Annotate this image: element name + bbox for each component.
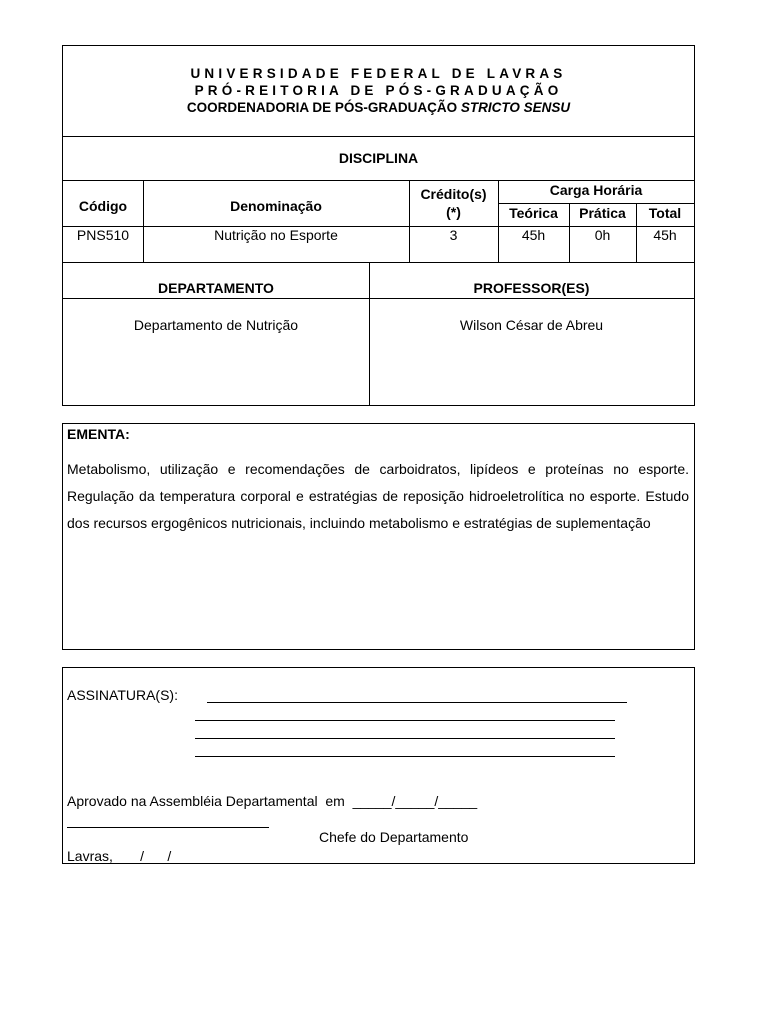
- divider: [63, 298, 694, 299]
- col-credito: Crédito(s): [420, 186, 487, 202]
- ementa-section: [62, 423, 695, 650]
- col-codigo: Código: [78, 198, 128, 214]
- signature-line: [195, 720, 615, 721]
- signature-line: [195, 756, 615, 757]
- university-name: UNIVERSIDADE FEDERAL DE LAVRAS: [190, 66, 567, 81]
- departamento-value: Departamento de Nutrição: [133, 317, 299, 333]
- ementa-label: EMENTA:: [67, 426, 130, 442]
- row-pratica: 0h: [594, 227, 611, 243]
- divider: [63, 262, 694, 263]
- coordenadoria-italic: STRICTO SENSU: [460, 100, 571, 115]
- aprovado-text: Aprovado na Assembléia Departamental em _____/_____/_____: [67, 793, 478, 809]
- row-denominacao: Nutrição no Esporte: [214, 227, 338, 243]
- row-teorica: 45h: [521, 227, 546, 243]
- header-section: [62, 45, 695, 406]
- coordenadoria-prefix: COORDENADORIA DE PÓS-GRADUAÇÃO: [186, 100, 461, 115]
- divider: [63, 136, 694, 137]
- coordenadoria: [63, 100, 694, 115]
- chefe-signature-line: [67, 827, 269, 828]
- divider: [498, 203, 694, 204]
- signature-line: [195, 738, 615, 739]
- signature-section: [62, 667, 695, 864]
- col-pratica: Prática: [579, 205, 626, 221]
- ementa-text: Metabolismo, utilização e recomendações de carboidratos, lipídeos e proteínas no esporte. Regulação da temperatura corporal e estratégias de reposição hidroeletrolítica no esporte. Estudo dos recursos ergogênicos nutricionais, incluindo metabolismo e estratégias de suplementação: [67, 461, 689, 531]
- divider: [143, 180, 144, 262]
- col-credito-note: (*): [446, 204, 461, 220]
- disciplina-title: DISCIPLINA: [338, 150, 419, 166]
- row-total: 45h: [653, 227, 677, 243]
- signature-line: [207, 702, 627, 703]
- row-credito: 3: [449, 227, 458, 243]
- col-total: Total: [648, 205, 682, 221]
- assinaturas-label: ASSINATURA(S):: [67, 687, 178, 703]
- col-denominacao: Denominação: [230, 198, 322, 214]
- professor-value: Wilson César de Abreu: [459, 317, 604, 333]
- col-carga-horaria: Carga Horária: [549, 182, 643, 198]
- departamento-label: DEPARTAMENTO: [158, 280, 274, 296]
- pro-reitoria: PRÓ-REITORIA DE PÓS-GRADUAÇÃO: [194, 83, 563, 98]
- professor-label: PROFESSOR(ES): [473, 280, 590, 296]
- col-teorica: Teórica: [509, 205, 558, 221]
- lavras-text: Lavras, ___/___/___: [67, 848, 195, 864]
- chefe-label: Chefe do Departamento: [319, 829, 469, 845]
- row-codigo: PNS510: [76, 227, 130, 243]
- divider: [63, 180, 694, 181]
